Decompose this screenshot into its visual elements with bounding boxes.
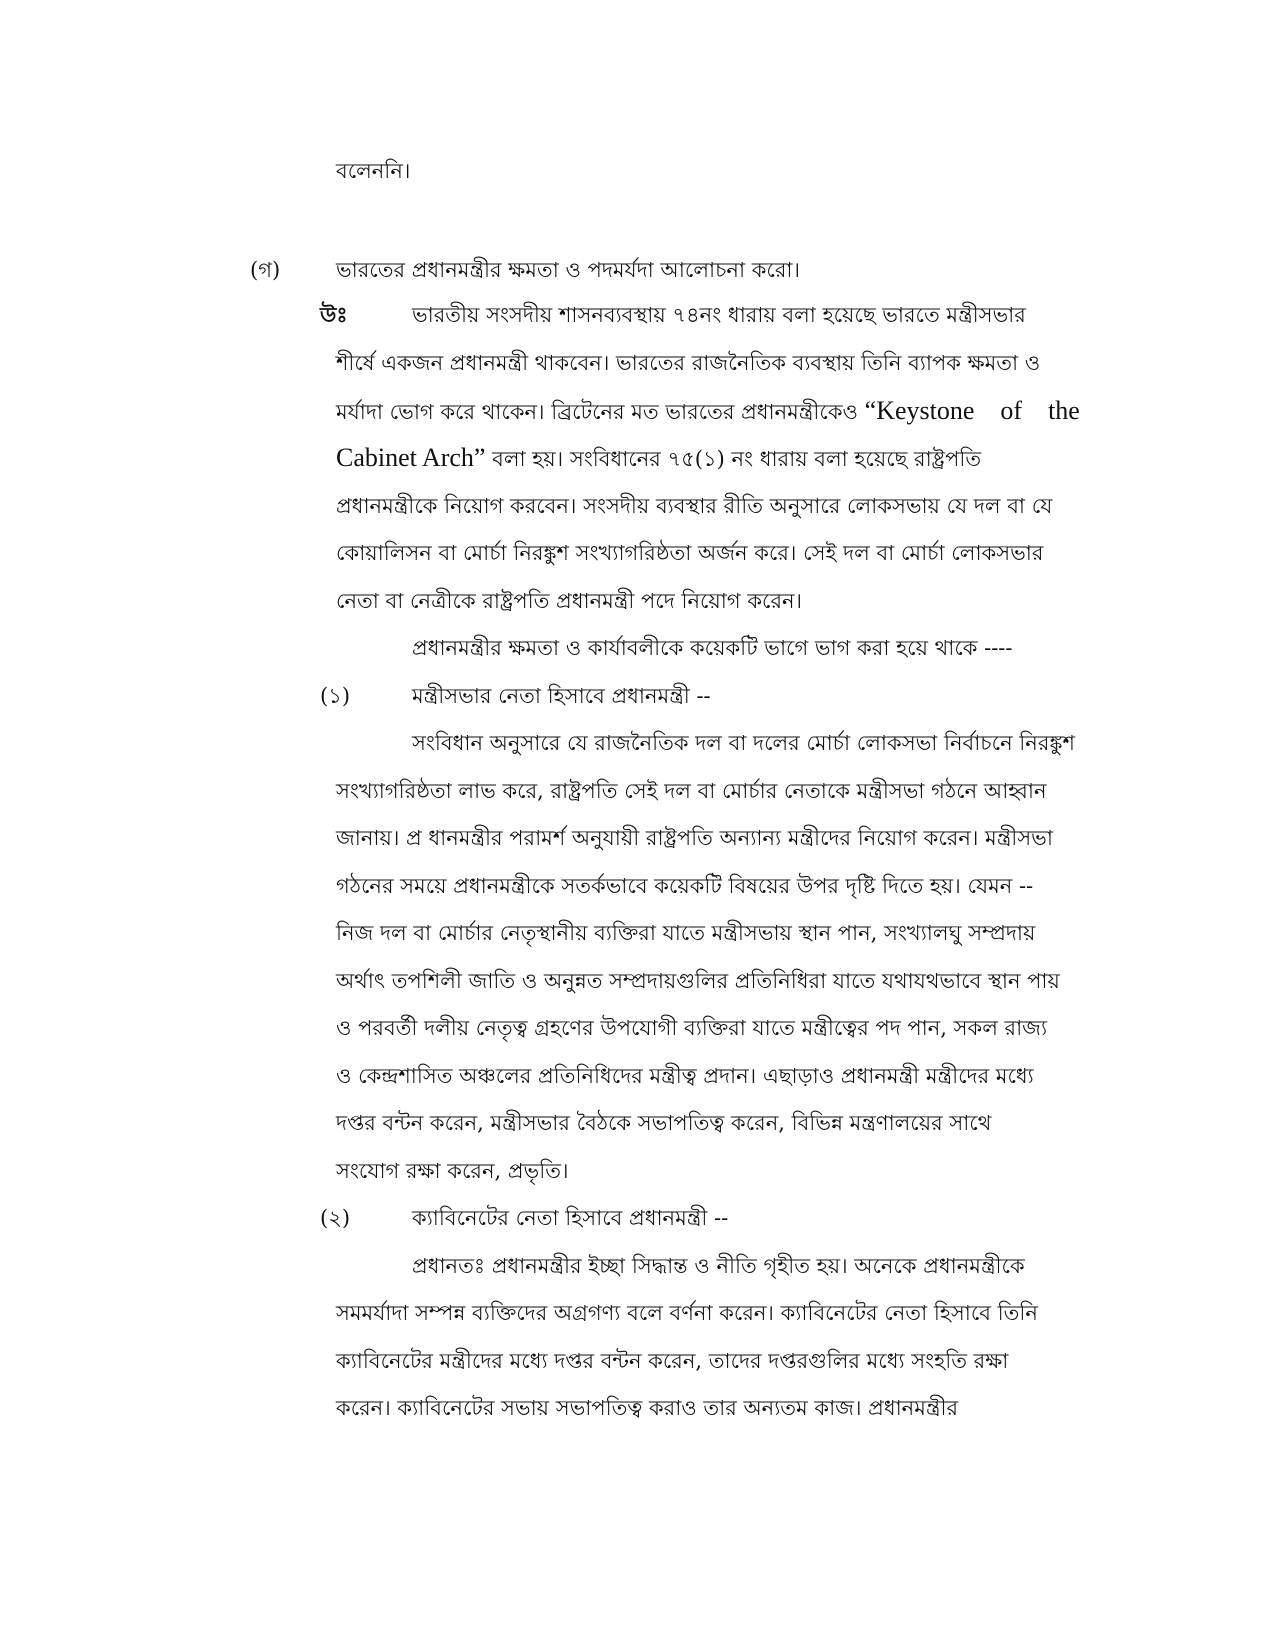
- section-heading: ক্যাবিনেটের নেতা হিসাবে প্রধানমন্ত্রী --: [412, 1206, 729, 1230]
- question-marker: (গ): [250, 258, 281, 282]
- text-line: গঠনের সময়ে প্রধানমন্ত্রীকে সতর্কভাবে কয়েকটি বিষয়ের উপর দৃষ্টি দিতে হয়। যেমন --: [336, 874, 1034, 898]
- section-heading: মন্ত্রীসভার নেতা হিসাবে প্রধানমন্ত্রী --: [412, 684, 711, 708]
- text-line: দপ্তর বন্টন করেন, মন্ত্রীসভার বৈঠকে সভাপতিত্ব করেন, বিভিন্ন মন্ত্রণালয়ের সাথে: [336, 1111, 992, 1135]
- text-segment: মর্যাদা ভোগ করে থাকেন। ব্রিটেনের মত ভারতের প্রধানমন্ত্রীকেও: [336, 400, 858, 424]
- section-marker: (২): [320, 1206, 351, 1230]
- text-line: সংখ্যাগরিষ্ঠতা লাভ করে, রাষ্ট্রপতি সেই দল বা মোর্চার নেতাকে মন্ত্রীসভা গঠনে আহ্বান: [336, 779, 1047, 803]
- text-line: সমমর্যাদা সম্পন্ন ব্যক্তিদের অগ্রগণ্য বলে বর্ণনা করেন। ক্যাবিনেটের নেতা হিসাবে তিনি: [336, 1301, 1038, 1325]
- section-marker: (১): [320, 684, 351, 708]
- text-line: কোয়ালিসন বা মোর্চা নিরঙ্কুশ সংখ্যাগরিষ্ঠতা অর্জন করে। সেই দল বা মোর্চা লোকসভার: [336, 541, 1044, 565]
- text-line: ও পরবর্তী দলীয় নেতৃত্ব গ্রহণের উপযোগী ব্যক্তিরা যাতে মন্ত্রীত্বের পদ পান, সকল রাজ্য: [336, 1016, 1048, 1040]
- text-line: শীর্ষে একজন প্রধানমন্ত্রী থাকবেন। ভারতের রাজনৈতিক ব্যবস্থায় তিনি ব্যাপক ক্ষমতা ও: [336, 351, 1041, 375]
- text-line: নিজ দল বা মোর্চার নেতৃস্থানীয় ব্যক্তিরা যাতে মন্ত্রীসভায় স্থান পান, সংখ্যালঘু সম্প্রদায়: [336, 921, 1036, 945]
- text-line: ভারতীয় সংসদীয় শাসনব্যবস্থায় ৭৪নং ধারায় বলা হয়েছে ভারতে মন্ত্রীসভার: [412, 303, 1026, 327]
- latin-segment: Cabinet Arch”: [336, 443, 486, 472]
- text-line: [336, 443, 981, 474]
- text-line: প্রধানতঃ প্রধানমন্ত্রীর ইচ্ছা সিদ্ধান্ত ও নীতি গৃহীত হয়। অনেকে প্রধানমন্ত্রীকে: [412, 1254, 1025, 1278]
- text-line: অর্থাৎ তপশিলী জাতি ও অনুন্নত সম্প্রদায়গুলির প্রতিনিধিরা যাতে যথাযথভাবে স্থান পায়: [336, 969, 1060, 993]
- text-line: প্রধানমন্ত্রীর ক্ষমতা ও কার্যাবলীকে কয়েকটি ভাগে ভাগ করা হয়ে থাকে ----: [412, 636, 1013, 660]
- question-heading: ভারতের প্রধানমন্ত্রীর ক্ষমতা ও পদমর্যদা আলোচনা করো।: [336, 258, 801, 282]
- text-segment: বলা হয়। সংবিধানের ৭৫(১) নং ধারায় বলা হয়েছে রাষ্ট্রপতি: [492, 447, 982, 471]
- text-line: [336, 396, 1080, 427]
- text-line: সংবিধান অনুসারে যে রাজনৈতিক দল বা দলের মোর্চা লোকসভা নির্বাচনে নিরঙ্কুশ: [412, 731, 1075, 755]
- answer-marker: উঃ: [320, 302, 348, 327]
- text-line: করেন। ক্যাবিনেটের সভায় সভাপতিত্ব করাও তার অন্যতম কাজ। প্রধানমন্ত্রীর: [336, 1396, 959, 1420]
- text-line: জানায়। প্র ধানমন্ত্রীর পরামর্শ অনুযায়ী রাষ্ট্রপতি অন্যান্য মন্ত্রীদের নিয়োগ করেন। মন্ত্রীসভা: [336, 826, 1053, 850]
- latin-segment: “Keystone of the: [864, 396, 1080, 425]
- text-line: প্রধানমন্ত্রীকে নিয়োগ করবেন। সংসদীয় ব্যবস্থার রীতি অনুসারে লোকসভায় যে দল বা যে: [336, 494, 1053, 518]
- text-line: ও কেন্দ্রশাসিত অঞ্চলের প্রতিনিধিদের মন্ত্রীত্ব প্রদান। এছাড়াও প্রধানমন্ত্রী মন্ত্রীদের মধ্যে: [336, 1064, 1034, 1088]
- text-line: সংযোগ রক্ষা করেন, প্রভৃতি।: [336, 1159, 569, 1183]
- text-line: নেতা বা নেত্রীকে রাষ্ট্রপতি প্রধানমন্ত্রী পদে নিয়োগ করেন।: [336, 589, 803, 613]
- text-line: ক্যাবিনেটের মন্ত্রীদের মধ্যে দপ্তর বন্টন করেন, তাদের দপ্তরগুলির মধ্যে সংহতি রক্ষা: [336, 1349, 1009, 1373]
- text-line: বলেননি।: [336, 159, 411, 183]
